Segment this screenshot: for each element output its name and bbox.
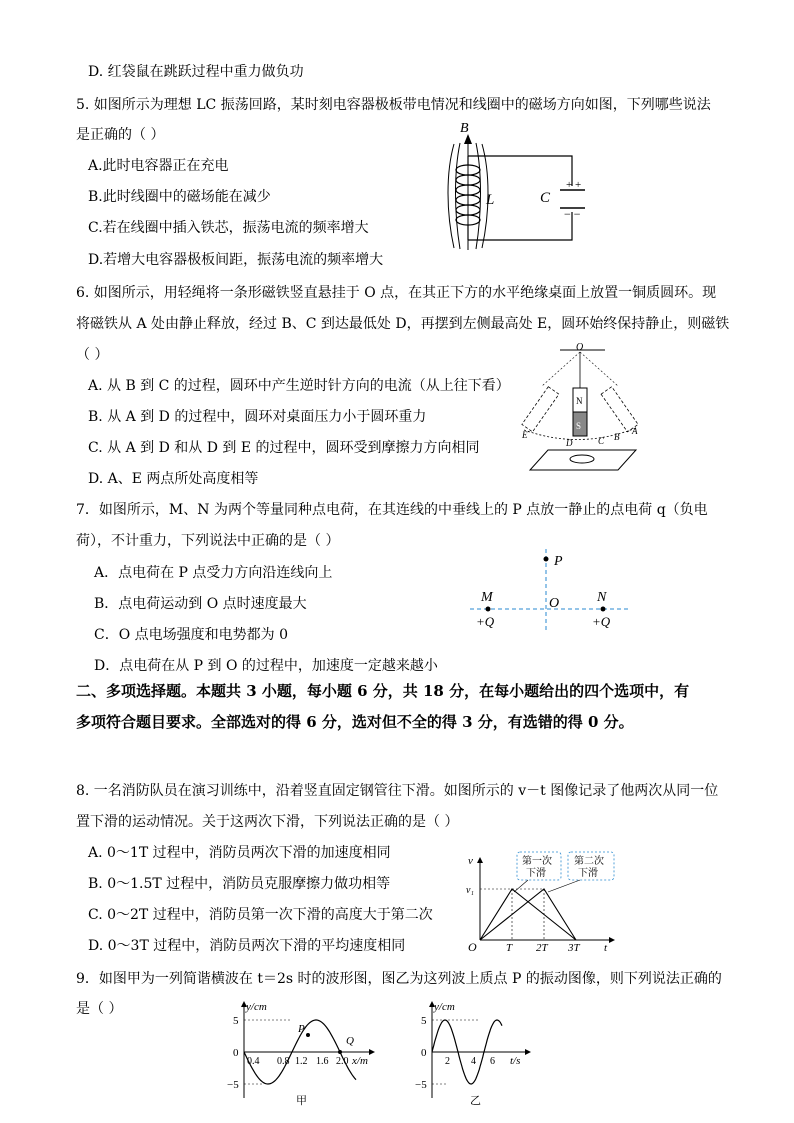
q5-fig-label-l: L	[486, 192, 495, 208]
q6-stem-line2: 将磁铁从 A 处由静止释放，经过 B、C 到达最低处 D，再摆到左侧最高处 E，圆环始终保持静止，则磁铁	[76, 316, 730, 332]
section2-heading-line2: 多项符合题目要求。全部选对的得 6 分，选对但不全的得 3 分，有选错的得 0 分。	[76, 713, 634, 731]
svg-text:+ +: + +	[566, 179, 582, 191]
yi-t4: 4	[471, 1056, 476, 1067]
q8-option-c: C. 0～2T 过程中，消防员第一次下滑的高度大于第二次	[88, 907, 433, 923]
q5-option-c: C.若在线圈中插入铁芯，振荡电流的频率增大	[88, 220, 369, 236]
q6-fig-label-e: E	[522, 430, 528, 440]
q8-option-d: D. 0～3T 过程中，消防员两次下滑的平均速度相同	[88, 938, 406, 954]
section2-heading-line1: 二、多项选择题。本题共 3 小题，每小题 6 分，共 18 分，在每小题给出的四个选项中，有	[76, 682, 690, 700]
q8-fig-o: O	[468, 940, 477, 954]
vt-graph-figure	[462, 848, 622, 953]
q5-option-a: A.此时电容器正在充电	[88, 158, 229, 174]
lc-circuit-figure	[440, 122, 590, 252]
yi-xlabel: t/s	[510, 1055, 521, 1067]
jia-x08: 0.8	[277, 1056, 290, 1067]
q7-fig-label-m: M	[481, 590, 493, 605]
q7-option-c: C．O 点电场强度和电势都为 0	[94, 627, 288, 643]
jia-x20: 2.0	[336, 1056, 349, 1067]
q8-fig-first-line2: 下滑	[526, 868, 546, 879]
q6-option-a: A. 从 B 到 C 的过程，圆环中产生逆时针方向的电流（从上往下看）	[88, 378, 510, 394]
svg-text:− −: − −	[564, 207, 581, 221]
q8-fig-t3: 3T	[568, 942, 580, 954]
pendulum-magnet-figure	[510, 342, 660, 474]
q6-fig-label-d: D	[566, 438, 573, 448]
q6-stem-line3: （ ）	[76, 347, 109, 363]
jia-x04: 0.4	[247, 1056, 260, 1067]
jia-x16: 1.6	[316, 1056, 329, 1067]
q4-option-d: D. 红袋鼠在跳跃过程中重力做负功	[88, 64, 304, 80]
yi-ylabel: y/cm	[434, 1001, 455, 1013]
jia-xlabel: x/m	[352, 1055, 368, 1067]
wave-graph-jia	[222, 998, 382, 1108]
q8-stem-line1: 8. 一名消防队员在演习训练中，沿着竖直固定钢管往下滑。如图所示的 v－t 图像记录了他两次从同一位	[76, 783, 719, 799]
q5-option-d: D.若增大电容器极板间距，振荡电流的频率增大	[88, 252, 384, 268]
yi-t2: 2	[445, 1056, 450, 1067]
q7-option-a: A．点电荷在 P 点受力方向沿连线向上	[94, 565, 333, 581]
q6-fig-label-a: A	[632, 426, 638, 436]
yi-y0: 0	[421, 1047, 427, 1059]
q6-option-d: D. A、E 两点所处高度相等	[88, 471, 259, 487]
q7-fig-label-qn: +Q	[592, 614, 611, 629]
q9-stem-line1: 9．如图甲为一列简谐横波在 t＝2s 时的波形图，图乙为这列波上质点 P 的振动图像，则下列说法正确的	[76, 971, 722, 987]
q5-fig-label-c: C	[540, 190, 551, 206]
q8-fig-first-line1: 第一次	[522, 856, 552, 867]
yi-yn5: −5	[415, 1079, 427, 1091]
jia-ylabel: y/cm	[246, 1001, 267, 1013]
q8-fig-v1: v₁	[466, 885, 474, 896]
yi-t6: 6	[490, 1056, 495, 1067]
q6-option-b: B. 从 A 到 D 的过程中，圆环对桌面压力小于圆环重力	[88, 409, 427, 425]
q7-fig-label-qm: +Q	[476, 614, 495, 629]
q7-fig-label-o: O	[549, 596, 560, 611]
q6-fig-label-b: B	[614, 432, 620, 442]
q5-stem-line2: 是正确的（ ）	[76, 127, 165, 143]
q7-fig-label-n: N	[597, 590, 607, 605]
q8-fig-t: t	[604, 942, 608, 954]
q8-option-a: A. 0～1T 过程中，消防员两次下滑的加速度相同	[88, 845, 391, 861]
yi-y5: 5	[421, 1015, 427, 1027]
q8-fig-v: v	[468, 855, 473, 867]
q5-fig-label-b: B	[460, 121, 469, 136]
q7-stem-line2: 荷），不计重力，下列说法中正确的是（ ）	[76, 533, 340, 549]
q9-stem-line2: 是（ ）	[76, 1001, 123, 1017]
q6-fig-label-n: N	[576, 396, 583, 406]
q6-option-c: C. 从 A 到 D 和从 D 到 E 的过程中，圆环受到摩擦力方向相同	[88, 440, 480, 456]
point-charges-figure	[470, 545, 630, 635]
q7-stem-line1: 7．如图所示，M、N 为两个等量同种点电荷，在其连线的中垂线上的 P 点放一静止的点电荷 q（负电	[76, 502, 708, 518]
q6-fig-label-c: C	[598, 436, 605, 446]
jia-y0: 0	[233, 1047, 239, 1059]
q6-stem-line1: 6. 如图所示，用轻绳将一条形磁铁竖直悬挂于 O 点，在其正下方的水平绝缘桌面上放置一铜质圆环。现	[76, 285, 717, 301]
q8-fig-second-line1: 第二次	[574, 856, 604, 867]
q8-stem-line2: 置下滑的运动情况。关于这两次下滑，下列说法正确的是（ ）	[76, 814, 459, 830]
q7-option-d: D．点电荷在从 P 到 O 的过程中，加速度一定越来越小	[94, 658, 438, 674]
q7-option-b: B．点电荷运动到 O 点时速度最大	[94, 596, 307, 612]
q8-fig-t2: 2T	[536, 942, 548, 954]
jia-caption: 甲	[296, 1095, 307, 1107]
q8-fig-second-line2: 下滑	[578, 868, 598, 879]
q5-stem-line1: 5. 如图所示为理想 LC 振荡回路，某时刻电容器极板带电情况和线圈中的磁场方向如图，下列哪些说法	[76, 97, 711, 113]
jia-x12: 1.2	[295, 1056, 308, 1067]
q6-fig-label-o: O	[576, 342, 584, 353]
jia-q: Q	[346, 1035, 354, 1047]
q8-option-b: B. 0～1.5T 过程中，消防员克服摩擦力做功相等	[88, 876, 391, 892]
vibration-graph-yi	[410, 998, 540, 1108]
q8-fig-t1: T	[506, 942, 513, 954]
q7-fig-label-p: P	[554, 554, 563, 569]
jia-y5: 5	[233, 1015, 239, 1027]
jia-p: P	[298, 1023, 305, 1035]
q5-option-b: B.此时线圈中的磁场能在减少	[88, 189, 271, 205]
yi-caption: 乙	[470, 1095, 481, 1107]
jia-yn5: −5	[227, 1079, 239, 1091]
q6-fig-label-s: S	[576, 421, 582, 431]
